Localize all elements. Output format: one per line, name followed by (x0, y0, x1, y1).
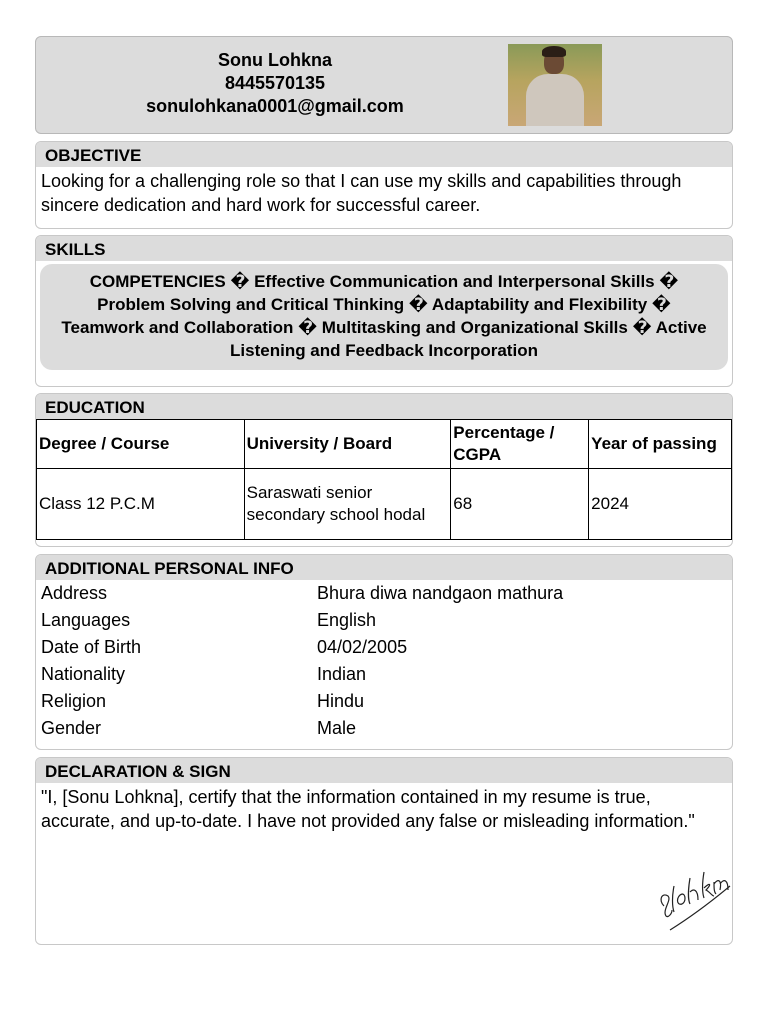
info-value: Bhura diwa nandgaon mathura (317, 583, 564, 603)
table-cell: Class 12 P.C.M (37, 469, 245, 540)
info-label: Nationality (41, 664, 126, 684)
info-row (36, 661, 732, 688)
info-row (36, 580, 732, 607)
info-row (36, 607, 732, 634)
column-header: Percentage / CGPA (451, 420, 589, 469)
objective-text: Looking for a challenging role so that I can use my skills and capabilities through sincere dedication and hard work for successful career. (41, 171, 682, 215)
table-row (37, 469, 732, 540)
education-table (36, 419, 732, 540)
skills-text: COMPETENCIES � Effective Communication and Interpersonal Skills � Problem Solving and Critical Thinking � Adaptability and Flexibility � Teamwork and Collaboration � Multitasking and Organizational Skills � Active Listening and Feedback Incorporation (40, 264, 728, 370)
declaration-heading: DECLARATION & SIGN (36, 758, 732, 783)
personal-info-section (35, 554, 733, 750)
candidate-email: sonulohkana0001@gmail.com (146, 96, 404, 116)
table-header-row (37, 420, 732, 469)
column-header: University / Board (244, 420, 451, 469)
education-section (35, 393, 733, 547)
column-header: Year of passing (589, 420, 732, 469)
declaration-text: "I, [Sonu Lohkna], certify that the information contained in my resume is true, accurate, and up-to-date. I have not provided any false or misleading information." (41, 787, 695, 831)
signature-image (656, 856, 732, 936)
declaration-section (35, 757, 733, 945)
info-label: Languages (41, 610, 131, 630)
info-value: Male (317, 718, 357, 738)
education-heading: EDUCATION (36, 394, 732, 419)
table-cell: Saraswati senior secondary school hodal (244, 469, 451, 540)
info-row (36, 715, 732, 742)
info-label: Gender (41, 718, 102, 738)
info-row (36, 634, 732, 661)
column-header: Degree / Course (37, 420, 245, 469)
info-value: 04/02/2005 (317, 637, 408, 657)
candidate-phone: 8445570135 (224, 73, 326, 93)
personal-info-heading: ADDITIONAL PERSONAL INFO (36, 555, 732, 580)
info-label: Address (41, 583, 108, 603)
info-row (36, 688, 732, 715)
info-value: English (317, 610, 377, 630)
candidate-name: Sonu Lohkna (218, 50, 332, 70)
info-value: Indian (317, 664, 367, 684)
info-label: Religion (41, 691, 107, 711)
info-value: Hindu (317, 691, 365, 711)
resume-header (35, 36, 733, 134)
skills-heading: SKILLS (36, 236, 732, 261)
objective-heading: OBJECTIVE (36, 142, 732, 167)
profile-photo (508, 44, 602, 126)
contact-info (36, 49, 514, 118)
table-cell: 68 (451, 469, 589, 540)
info-label: Date of Birth (41, 637, 142, 657)
skills-section (35, 235, 733, 387)
table-cell: 2024 (589, 469, 732, 540)
objective-section (35, 141, 733, 229)
